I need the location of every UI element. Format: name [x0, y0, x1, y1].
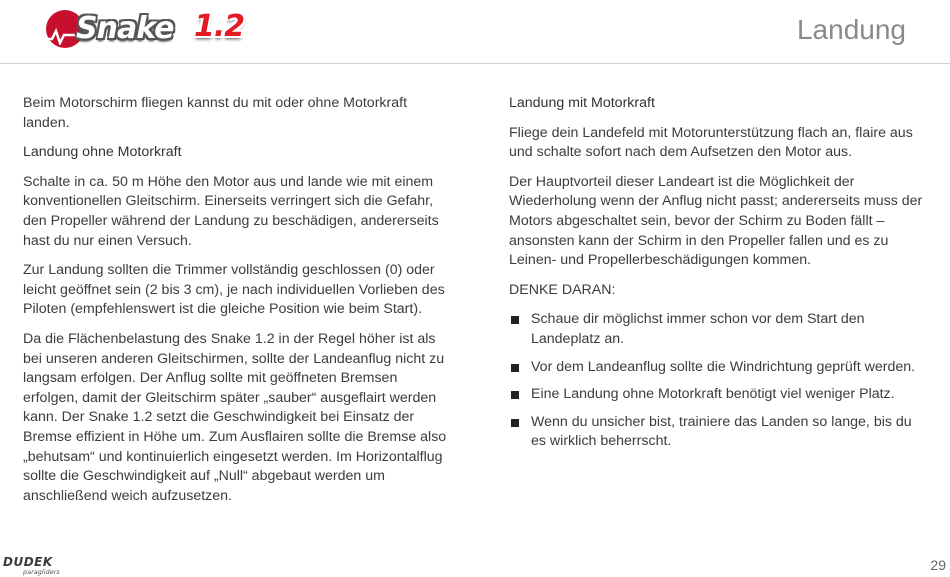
paragraph: Zur Landung sollten die Trimmer vollständig geschlossen (0) oder leicht geöffnet sein (2 bis 3 cm), je nach individuellen Vorlieben des Piloten (empfehlenswert ist die gleiche Position wie beim Start). [23, 262, 445, 318]
list-item-text: Vor dem Landeanflug sollte die Windrichtung geprüft werden. [531, 358, 916, 375]
list-item [509, 358, 929, 378]
bullet-square-icon [511, 419, 519, 427]
footer-brand: DUDEK [3, 555, 53, 569]
bullet-square-icon [511, 391, 519, 399]
paragraph: Fliege dein Landefeld mit Motorunterstützung flach an, flaire aus und schalte sofort nach dem Aufsetzen den Motor aus. [509, 124, 913, 161]
logo-word: Snake [76, 11, 174, 46]
list-item-text: Schaue dir möglichst immer schon vor dem Start den Landeplatz an. [531, 311, 865, 347]
list-item-text: Wenn du unsicher bist, trainiere das Landen so lange, bis du es wirklich beherrscht. [531, 413, 912, 450]
page-number: 29 [930, 557, 946, 573]
bullet-square-icon [511, 316, 519, 324]
page-title: Landung [796, 14, 906, 45]
page-header [0, 0, 950, 64]
header-divider [0, 63, 950, 64]
dudek-logo [3, 557, 73, 577]
reminder-list [509, 310, 929, 452]
intro-paragraph: Beim Motorschirm fliegen kannst du mit oder ohne Motorkraft landen. [23, 95, 408, 131]
list-item [509, 385, 929, 405]
list-item [509, 310, 929, 349]
paragraph: Der Hauptvorteil dieser Landeart ist die Möglichkeit der Wiederholung wenn der Anflug nicht passt; andererseits muss der Motors abgeschaltet sein, bevor der Schirm zu Boden fällt – ansonsten kann der Schirm in den Propeller fallen und es zu Leinen- und Propellerbeschädigungen kommen. [509, 173, 923, 269]
section-heading-no-power: Landung ohne Motorkraft [23, 144, 182, 161]
footer-brand-sub: paragliders [23, 568, 60, 576]
left-column [23, 94, 448, 516]
snake-logo [42, 9, 252, 51]
section-heading-with-power: Landung mit Motorkraft [509, 95, 655, 111]
paragraph: Schalte in ca. 50 m Höhe den Motor aus und lande wie mit einem konventionellen Gleitschirm. Einerseits verringert sich die Gefahr, den Propeller während der Landung zu beschädigen, andererseits hast du nur einen Versuch. [23, 173, 439, 249]
bullet-square-icon [511, 364, 519, 372]
paragraph: Da die Flächenbelastung des Snake 1.2 in der Regel höher ist als bei unseren anderen Gleitschirmen, sollte der Landeanflug nicht zu langsam erfolgen. Der Anflug sollte mit geöffneten Bremsen erfolgen, damit der Gleitschirm später „sauber“ ausgeflairt werden kann. Der Snake 1.2 setzt die Geschwindigkeit bei Einsatz der Bremse effizient in Höhe um. Zum Ausflairen sollte die Bremse also „behutsam“ und kontinuierlich eingesetzt werden. Im Horizontalflug sollte die Geschwindigkeit auf „Null“ abgebaut werden um anschließend weich aufzusetzen. [23, 330, 447, 504]
reminder-heading: DENKE DARAN: [509, 281, 616, 298]
logo-version: 1.2 [194, 9, 245, 44]
right-column [509, 94, 929, 460]
list-item-text: Eine Landung ohne Motorkraft benötigt viel weniger Platz. [531, 386, 895, 403]
list-item [509, 413, 929, 452]
